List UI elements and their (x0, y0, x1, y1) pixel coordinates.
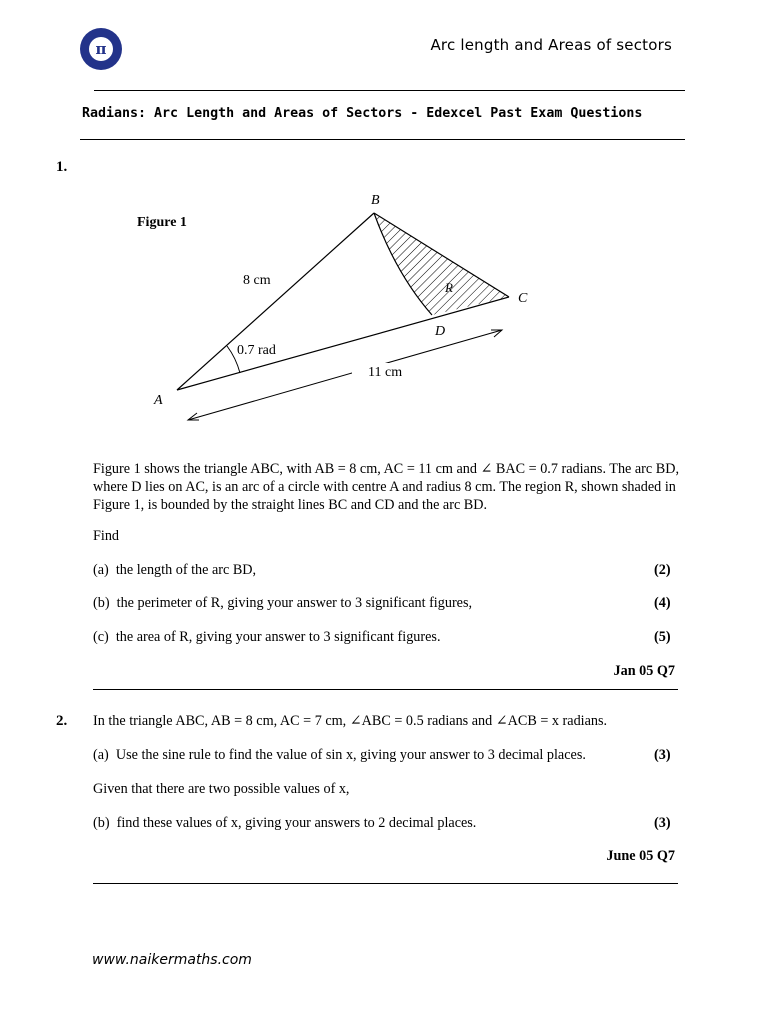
footer-url[interactable]: www.naikermaths.com (92, 952, 252, 968)
part-text: the length of the arc BD, (115, 562, 257, 578)
label-ac-length: 11 cm (368, 365, 403, 380)
document-title: Radians: Arc Length and Areas of Sectors - Edexcel Past Exam Questions (82, 106, 643, 121)
q2-part-a (93, 747, 643, 764)
part-label: (c) (93, 629, 109, 645)
part-text: the perimeter of R, giving your answer to 3 significant figures, (116, 595, 473, 611)
question-1-number: 1. (56, 159, 68, 175)
figure-label: Figure 1 (137, 215, 187, 230)
header-rule (94, 90, 685, 91)
figure-1-diagram (0, 180, 768, 440)
label-c: C (518, 291, 528, 306)
q1-part-b (93, 595, 472, 612)
q1-part-b-marks: (4) (654, 595, 671, 611)
q1-part-c (93, 629, 441, 646)
part-text: the area of R, giving your answer to 3 significant figures. (115, 629, 441, 645)
q2-part-b-marks: (3) (654, 815, 671, 831)
question-2-number: 2. (56, 713, 68, 729)
naikermaths-logo (80, 28, 122, 70)
q2-part-a-marks: (3) (654, 747, 671, 763)
side-ab (177, 213, 374, 390)
part-label: (a) (93, 562, 109, 578)
q2-given: Given that there are two possible values of x, (93, 781, 350, 797)
pi-icon: π (89, 37, 113, 61)
q1-reference: Jan 05 Q7 (613, 663, 675, 679)
label-a: A (154, 393, 163, 408)
q2-rule (93, 883, 678, 884)
label-angle: 0.7 rad (237, 343, 276, 358)
label-d: D (435, 324, 446, 339)
q1-part-c-marks: (5) (654, 629, 671, 645)
part-label: (b) (93, 595, 110, 611)
q2-reference: June 05 Q7 (606, 848, 675, 864)
q2-part-b (93, 815, 476, 832)
region-r-shading (374, 213, 509, 315)
question-2-intro: In the triangle ABC, AB = 8 cm, AC = 7 cm, ∠ABC = 0.5 radians and ∠ACB = x radians. (93, 713, 608, 729)
part-label: (b) (93, 815, 110, 831)
label-b: B (371, 193, 380, 208)
part-text: Use the sine rule to find the value of sin x, giving your answer to 3 decimal places. (115, 747, 586, 763)
title-rule (80, 139, 685, 140)
q1-part-a (93, 562, 256, 579)
arrowhead-left (188, 413, 199, 420)
label-r: R (445, 280, 453, 295)
label-ab-length: 8 cm (243, 273, 271, 288)
question-1-intro: Figure 1 shows the triangle ABC, with AB = 8 cm, AC = 11 cm and ∠ BAC = 0.7 radians. The arc BD, where D lies on AC, is an arc of a circle with centre A and radius 8 cm. The region R, shown shaded in Figure 1, is bounded by the straight lines BC and CD and the arc BD. (93, 461, 680, 513)
find-label: Find (93, 528, 120, 544)
arrowhead-right (491, 330, 502, 337)
header-title: Arc length and Areas of sectors (430, 36, 672, 54)
part-text: find these values of x, giving your answers to 2 decimal places. (116, 815, 477, 831)
q1-part-a-marks: (2) (654, 562, 671, 578)
part-label: (a) (93, 747, 109, 763)
q1-rule (93, 689, 678, 690)
